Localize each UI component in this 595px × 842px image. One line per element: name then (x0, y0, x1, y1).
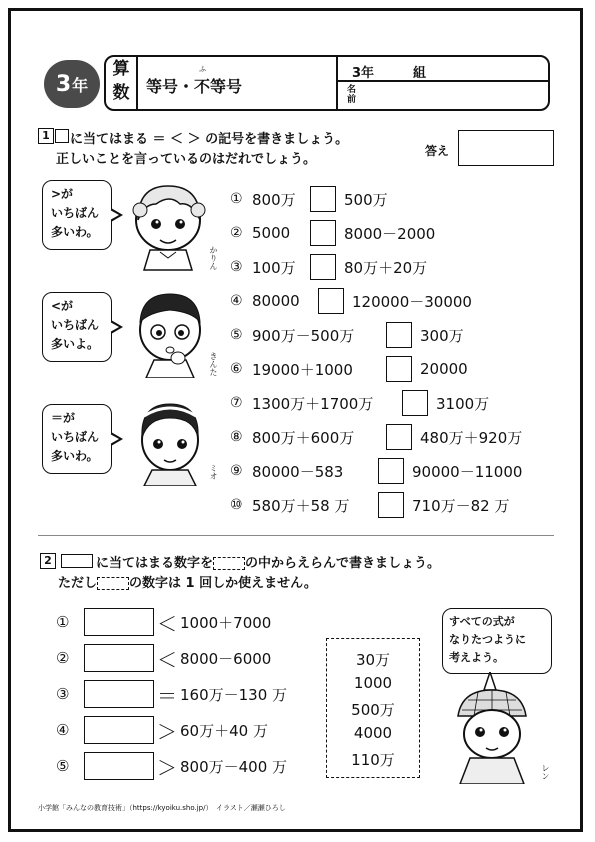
compare-box[interactable] (402, 390, 428, 416)
answer-label: 答え (425, 144, 450, 158)
choice-item: 1000 (353, 674, 393, 692)
problem-row (230, 424, 522, 450)
answer-input[interactable] (84, 680, 154, 708)
problem-row (230, 322, 522, 348)
compare-box[interactable] (378, 458, 404, 484)
problem-right: 80万＋20万 (344, 258, 428, 277)
answer-input[interactable] (84, 608, 154, 636)
problem-left: 1300万＋1700万 (252, 394, 374, 413)
problem-row (230, 288, 522, 314)
q2-row (56, 644, 287, 672)
boy-ren-icon (448, 672, 538, 784)
problem-row (230, 458, 522, 484)
problem-number: ⑨ (230, 463, 243, 479)
q2-row (56, 680, 287, 708)
choices-box (326, 638, 420, 778)
problem-left: 800万 (252, 190, 296, 209)
bubble-tail-inner (110, 322, 119, 332)
problem-list (230, 186, 522, 518)
question-2-instruction-1 (96, 552, 440, 571)
speech-line: いちばん (51, 430, 100, 444)
problem-right: 500万 (344, 190, 388, 209)
expression: 800万－400 万 (180, 757, 288, 776)
problem-row (230, 492, 522, 518)
grade-suffix: 年 (72, 75, 89, 95)
compare-box[interactable] (386, 322, 412, 348)
expression: 8000－6000 (180, 649, 272, 668)
problem-left: 100万 (252, 258, 296, 277)
answer-input[interactable] (84, 716, 154, 744)
bubble-tail-inner (110, 210, 119, 220)
blank-box-icon (61, 554, 93, 568)
choice-item: 500万 (351, 701, 395, 719)
question-1-instruction-1: に当てはまる ＝ ＜ ＞ の記号を書きましょう。 (70, 132, 349, 147)
speech-line: いちばん (51, 206, 100, 220)
character-name: かりん (209, 246, 218, 270)
problem-number: ⑤ (230, 327, 243, 343)
problem-number: ⑩ (230, 497, 243, 513)
problem-number: ④ (230, 293, 243, 309)
subject-label (106, 57, 138, 109)
speech-line: なりたつように (449, 633, 526, 646)
problem-row (230, 356, 522, 382)
problem-left: 5000 (252, 224, 291, 242)
instruction-text: ただし (58, 576, 98, 591)
choice-item: 110万 (351, 751, 395, 769)
boy-kinta-icon (132, 286, 210, 378)
subject-top: 算 (112, 59, 130, 79)
problem-right: 300万 (420, 326, 464, 345)
compare-box[interactable] (386, 424, 412, 450)
row-number: ② (56, 649, 70, 667)
problem-number: ⑦ (230, 395, 243, 411)
character-name: ミオ (209, 464, 218, 480)
page-title: 等号・不等号 (146, 77, 243, 96)
answer-input[interactable] (84, 644, 154, 672)
footer-credit: 小学館「みんなの教育技術」（https://kyoiku.sho.jp/） イラスト／瀬瀬ひろし (38, 804, 286, 812)
comparison-symbol: ＞ (157, 755, 177, 780)
answer-box[interactable] (458, 130, 554, 166)
girl-karin-icon (130, 180, 210, 272)
expression: 1000＋7000 (180, 613, 272, 632)
question-1-number: 1 (38, 128, 54, 144)
dotted-box-icon (213, 557, 245, 570)
problem-number: ③ (230, 259, 243, 275)
girl-mio-icon (134, 396, 210, 486)
question-2-number: 2 (40, 553, 56, 569)
speech-line: ＝が (51, 411, 76, 425)
problem-left: 80000 (252, 292, 300, 310)
compare-box[interactable] (318, 288, 344, 314)
comparison-symbol: ＜ (157, 611, 177, 636)
speech-bubble-karin (42, 180, 112, 250)
instruction-text: の数字は 1 回しか使えません。 (129, 576, 317, 591)
problem-right: 710万－82 万 (412, 496, 510, 515)
speech-bubble-ren (442, 608, 552, 674)
problem-right: 90000－11000 (412, 462, 523, 481)
problem-row (230, 390, 522, 416)
speech-bubble-kinta (42, 292, 112, 362)
problem-right: 8000－2000 (344, 224, 436, 243)
question-2-instruction-2 (58, 572, 317, 591)
compare-box[interactable] (310, 186, 336, 212)
subject-bottom: 数 (112, 83, 130, 103)
q2-row (56, 752, 287, 780)
problem-left: 19000＋1000 (252, 360, 353, 379)
speech-line: <が (51, 299, 74, 313)
answer-input[interactable] (84, 752, 154, 780)
instruction-text: の中からえらんで書きましょう。 (245, 556, 441, 571)
name-label: 名前 (347, 85, 357, 105)
problem-left: 900万－500万 (252, 326, 355, 345)
speech-line: いちばん (51, 318, 100, 332)
row-number: ⑤ (56, 757, 70, 775)
speech-line: >が (51, 187, 74, 201)
grade-badge (44, 60, 100, 108)
compare-box[interactable] (310, 254, 336, 280)
q2-rows (56, 608, 287, 780)
problem-left: 580万＋58 万 (252, 496, 350, 515)
problem-left: 80000－583 (252, 462, 344, 481)
comparison-symbol: ＜ (157, 647, 177, 672)
speech-line: すべての式が (449, 615, 515, 628)
compare-box[interactable] (310, 220, 336, 246)
q2-row (56, 716, 287, 744)
choice-item: 30万 (355, 651, 391, 669)
compare-box[interactable] (386, 356, 412, 382)
problem-row (230, 186, 522, 212)
problem-row (230, 220, 522, 246)
speech-line: 多いわ。 (51, 225, 99, 239)
bubble-tail-inner (110, 434, 119, 444)
speech-line: 多いよ。 (51, 337, 100, 351)
problem-number: ⑥ (230, 361, 243, 377)
problem-right: 480万＋920万 (420, 428, 523, 447)
row-number: ④ (56, 721, 70, 739)
blank-square-icon (55, 129, 69, 143)
section-divider (38, 535, 554, 536)
row-number: ③ (56, 685, 70, 703)
problem-right: 3100万 (436, 394, 490, 413)
q2-row (56, 608, 287, 636)
problem-number: ② (230, 225, 243, 241)
class-field[interactable]: 3年 組 (352, 66, 427, 81)
question-1-instruction-2: 正しいことを言っているのはだれでしょう。 (56, 152, 317, 167)
comparison-symbol: ＞ (157, 719, 177, 744)
expression: 60万＋40 万 (180, 721, 268, 740)
problem-row (230, 254, 522, 280)
dotted-box-icon (97, 577, 129, 590)
character-name: きんた (209, 352, 218, 376)
expression: 160万－130 万 (180, 685, 288, 704)
problem-right: 120000－30000 (352, 292, 472, 311)
speech-line: 多いわ。 (51, 449, 99, 463)
character-name: レン (541, 764, 550, 780)
speech-line: 考えよう。 (449, 651, 504, 664)
compare-box[interactable] (378, 492, 404, 518)
problem-number: ① (230, 191, 243, 207)
title-ruby: ふ (199, 65, 206, 73)
choice-item: 4000 (353, 724, 393, 742)
problem-right: 20000 (420, 360, 468, 378)
comparison-symbol: ＝ (157, 683, 177, 708)
grade-number: 3 (55, 71, 72, 97)
problem-number: ⑧ (230, 429, 243, 445)
problem-left: 800万＋600万 (252, 428, 355, 447)
row-number: ① (56, 613, 70, 631)
speech-bubble-mio (42, 404, 112, 474)
instruction-text: に当てはまる数字を (96, 556, 214, 571)
